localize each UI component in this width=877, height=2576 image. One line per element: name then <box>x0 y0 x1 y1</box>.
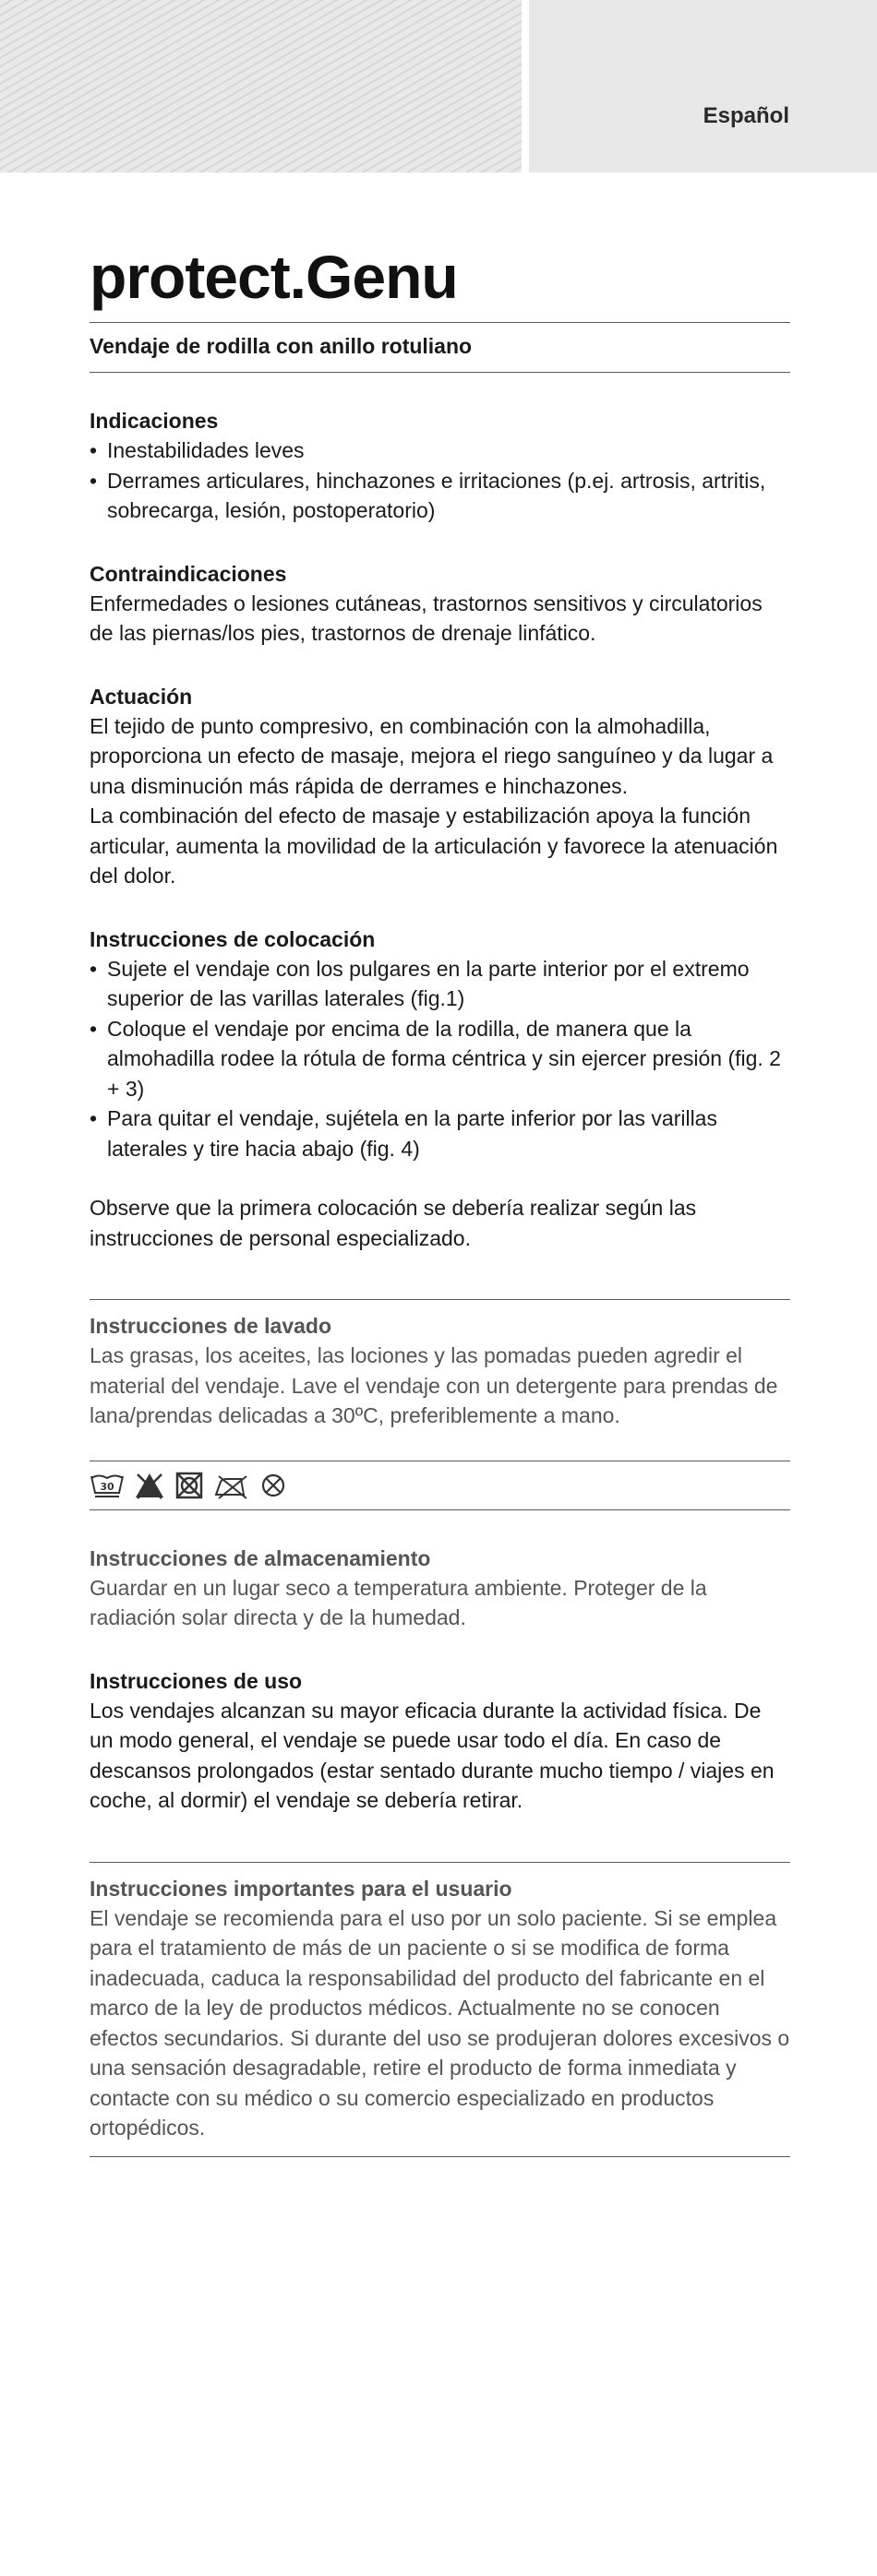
no-iron-icon <box>213 1471 250 1500</box>
language-label: Español <box>703 103 789 128</box>
bullet-list <box>90 435 790 526</box>
section-almacenamiento <box>90 1544 790 1633</box>
no-bleach-icon <box>134 1471 165 1500</box>
section-heading: Instrucciones de colocación <box>90 926 376 951</box>
section-lavado <box>90 1311 790 1431</box>
divider <box>90 1509 790 1510</box>
divider <box>90 1862 790 1863</box>
section-importantes <box>90 1874 790 2143</box>
section-heading: Actuación <box>90 684 193 709</box>
decorative-pattern <box>0 0 522 173</box>
section-uso <box>90 1666 790 1816</box>
product-subtitle: Vendaje de rodilla con anillo rotuliano <box>90 334 473 358</box>
wash-30-gentle-icon <box>90 1471 125 1500</box>
page-header <box>0 0 877 173</box>
section-text: Enfermedades o lesiones cutáneas, trastornos sensitivos y circulatorios de las piernas/los pies, trastornos de drenaje linfático. <box>90 590 763 645</box>
document-body <box>90 235 790 2157</box>
section-text: Las grasas, los aceites, las lociones y las pomadas pueden agredir el material del vendaje. Lave el vendaje con un detergente para prendas de lana/prendas delicadas a 30ºC, preferiblemente a mano. <box>90 1343 778 1427</box>
section-contraindicaciones <box>90 559 790 649</box>
divider <box>90 372 790 373</box>
product-title: protect.Genu <box>90 243 458 311</box>
list-item: • Coloque el vendaje por encima de la rodilla, de manera que la almohadilla rodee la rótula de forma céntrica y sin ejercer presión (fig. 2 + 3) <box>90 1014 790 1104</box>
bullet-list <box>90 954 790 1164</box>
section-colocacion <box>90 924 790 1254</box>
section-text: Guardar en un lugar seco a temperatura ambiente. Proteger de la radiación solar directa y de la humedad. <box>90 1575 707 1629</box>
divider <box>90 2156 790 2157</box>
section-indicaciones <box>90 406 790 526</box>
list-item: • Sujete el vendaje con los pulgares en la parte interior por el extremo superior de las varillas laterales (fig.1) <box>90 954 790 1014</box>
section-heading: Instrucciones de uso <box>90 1668 303 1693</box>
no-dry-clean-icon <box>259 1471 287 1500</box>
section-heading: Instrucciones de almacenamiento <box>90 1545 431 1570</box>
section-text: Los vendajes alcanzan su mayor eficacia durante la actividad física. De un modo general, el vendaje se puede usar todo el día. En caso de descansos prolongados (estar sentado durante mucho tiempo / viajes en coche, al dormir) el vendaje se debería retirar. <box>90 1698 775 1812</box>
section-text: El tejido de punto compresivo, en combinación con la almohadilla, proporciona un efecto de masaje, mejora el riego sanguíneo y da lugar a una disminución más rápida de derrames e hinchazones. <box>90 713 774 798</box>
list-item: • Inestabilidades leves <box>90 435 790 466</box>
divider <box>90 1299 790 1300</box>
language-panel <box>529 0 877 173</box>
section-text: La combinación del efecto de masaje y estabilización apoya la función articular, aumenta la movilidad de la articulación y favorece la atenuación del dolor. <box>90 804 778 888</box>
section-text: El vendaje se recomienda para el uso por un solo paciente. Si se emplea para el tratamiento de más de un paciente o si se modifica de forma inadecuada, caduca la responsabilidad del producto del fabricante en el marco de la ley de productos médicos. Actualmente no se conocen efectos secundarios. Si durante del uso se produjeran dolores excesivos o una sensación desagradable, retire el producto de forma inmediata y contacte con su médico o su comercio especializado en productos ortopédicos. <box>90 1905 790 2140</box>
care-symbols <box>90 1461 790 1509</box>
section-heading: Indicaciones <box>90 409 219 433</box>
section-heading: Instrucciones de lavado <box>90 1314 332 1338</box>
section-actuacion <box>90 682 790 891</box>
list-item: • Derrames articulares, hinchazones e irritaciones (p.ej. artrosis, artritis, sobrecarga, lesión, postoperatorio) <box>90 466 790 526</box>
section-heading: Contraindicaciones <box>90 561 287 586</box>
wash-temp-label: 30 <box>100 1480 114 1493</box>
list-item: • Para quitar el vendaje, sujétela en la parte inferior por las varillas laterales y tire hacia abajo (fig. 4) <box>90 1103 790 1163</box>
section-heading: Instrucciones importantes para el usuario <box>90 1876 512 1901</box>
no-tumble-dry-icon <box>174 1471 204 1500</box>
colocacion-note: Observe que la primera colocación se debería realizar según las instrucciones de personal especializado. <box>90 1196 697 1250</box>
